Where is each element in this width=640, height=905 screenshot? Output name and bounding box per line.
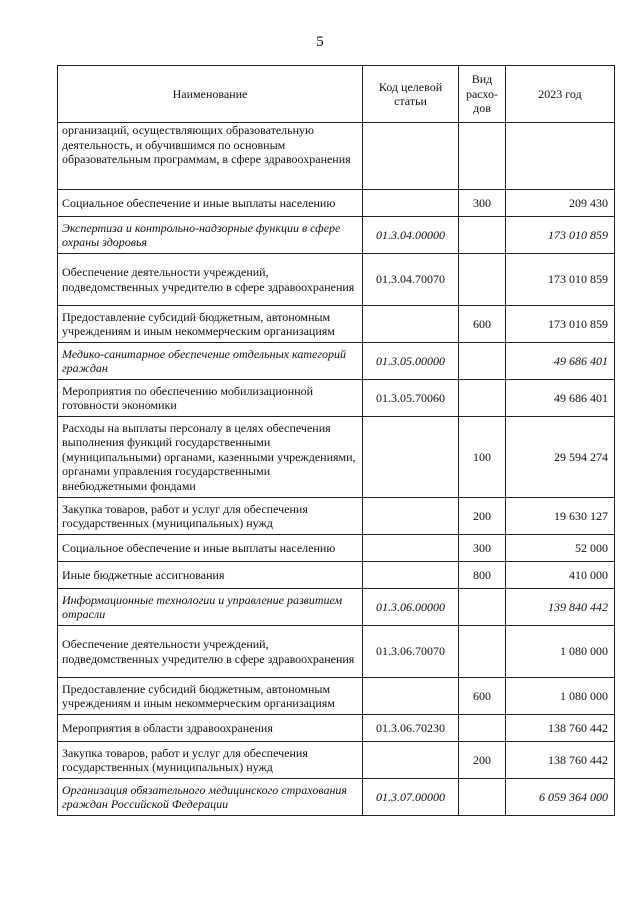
row-type	[459, 779, 506, 816]
row-name: Социальное обеспечение и иные выплаты населению	[58, 190, 363, 217]
row-amount: 52 000	[506, 535, 615, 562]
row-code	[363, 498, 459, 535]
row-name: Социальное обеспечение и иные выплаты населению	[58, 535, 363, 562]
row-code	[363, 417, 459, 498]
row-name: Расходы на выплаты персоналу в целях обеспечения выполнения функций государственными (муниципальными) органами, казенными учреждениями, органами управления государственными внебюджетными фондами	[58, 417, 363, 498]
row-type: 100	[459, 417, 506, 498]
table-row	[58, 190, 615, 217]
table-row	[58, 535, 615, 562]
row-type	[459, 589, 506, 626]
row-type	[459, 626, 506, 678]
row-amount	[506, 123, 615, 190]
row-name: Экспертиза и контрольно-надзорные функции в сфере охраны здоровья	[58, 217, 363, 254]
row-code: 01.3.05.00000	[363, 343, 459, 380]
row-code	[363, 535, 459, 562]
page-number: 5	[316, 34, 324, 50]
row-type: 800	[459, 562, 506, 589]
row-amount: 19 630 127	[506, 498, 615, 535]
row-type	[459, 217, 506, 254]
header-name: Наименование	[58, 66, 363, 123]
row-type	[459, 123, 506, 190]
row-code: 01.3.07.00000	[363, 779, 459, 816]
table-row	[58, 715, 615, 742]
header-type: Вид расхо-дов	[459, 66, 506, 123]
table-row	[58, 343, 615, 380]
row-code: 01.3.06.70230	[363, 715, 459, 742]
row-type: 600	[459, 306, 506, 343]
row-amount: 1 080 000	[506, 678, 615, 715]
row-name: Мероприятия по обеспечению мобилизационной готовности экономики	[58, 380, 363, 417]
row-name: Обеспечение деятельности учреждений, подведомственных учредителю в сфере здравоохранения	[58, 626, 363, 678]
table-row	[58, 742, 615, 779]
row-name: Организация обязательного медицинского страхования граждан Российской Федерации	[58, 779, 363, 816]
row-amount: 1 080 000	[506, 626, 615, 678]
row-name: Закупка товаров, работ и услуг для обеспечения государственных (муниципальных) нужд	[58, 498, 363, 535]
row-type	[459, 715, 506, 742]
table-row	[58, 562, 615, 589]
row-amount: 209 430	[506, 190, 615, 217]
row-type: 300	[459, 535, 506, 562]
header-amount: 2023 год	[506, 66, 615, 123]
row-amount: 410 000	[506, 562, 615, 589]
row-code: 01.3.04.00000	[363, 217, 459, 254]
row-amount: 173 010 859	[506, 306, 615, 343]
table-row	[58, 217, 615, 254]
table-row	[58, 306, 615, 343]
table-row	[58, 779, 615, 816]
row-code	[363, 562, 459, 589]
row-amount: 29 594 274	[506, 417, 615, 498]
row-code	[363, 190, 459, 217]
row-name: Мероприятия в области здравоохранения	[58, 715, 363, 742]
row-code: 01.3.05.70060	[363, 380, 459, 417]
page-bottom-margin	[57, 832, 614, 892]
row-code: 01.3.06.00000	[363, 589, 459, 626]
row-name: организаций, осуществляющих образовательную деятельность, и обучившимся по основным образовательным программам, в сфере здравоохранения	[58, 123, 363, 190]
table-row	[58, 678, 615, 715]
row-name: Обеспечение деятельности учреждений, подведомственных учредителю в сфере здравоохранения	[58, 254, 363, 306]
row-code	[363, 742, 459, 779]
row-amount: 49 686 401	[506, 380, 615, 417]
header-code: Код целевой статьи	[363, 66, 459, 123]
row-code	[363, 678, 459, 715]
header-row	[58, 66, 615, 123]
row-type: 200	[459, 742, 506, 779]
row-name: Медико-санитарное обеспечение отдельных категорий граждан	[58, 343, 363, 380]
row-name: Предоставление субсидий бюджетным, автономным учреждениям и иным некоммерческим организациям	[58, 678, 363, 715]
row-code	[363, 123, 459, 190]
table-row	[58, 589, 615, 626]
row-code: 01.3.04.70070	[363, 254, 459, 306]
table-row	[58, 123, 615, 190]
row-amount: 139 840 442	[506, 589, 615, 626]
row-type: 300	[459, 190, 506, 217]
row-type: 200	[459, 498, 506, 535]
row-type	[459, 380, 506, 417]
row-amount: 173 010 859	[506, 217, 615, 254]
row-amount: 138 760 442	[506, 742, 615, 779]
row-amount: 173 010 859	[506, 254, 615, 306]
table-row	[58, 498, 615, 535]
row-amount: 138 760 442	[506, 715, 615, 742]
row-type: 600	[459, 678, 506, 715]
row-name: Информационные технологии и управление развитием отрасли	[58, 589, 363, 626]
row-type	[459, 254, 506, 306]
table-row	[58, 417, 615, 498]
row-amount: 49 686 401	[506, 343, 615, 380]
row-name: Иные бюджетные ассигнования	[58, 562, 363, 589]
row-code: 01.3.06.70070	[363, 626, 459, 678]
table-row	[58, 380, 615, 417]
budget-table	[57, 65, 615, 816]
row-code	[363, 306, 459, 343]
row-type	[459, 343, 506, 380]
table-row	[58, 626, 615, 678]
row-amount: 6 059 364 000	[506, 779, 615, 816]
row-name: Предоставление субсидий бюджетным, автономным учреждениям и иным некоммерческим организациям	[58, 306, 363, 343]
row-name: Закупка товаров, работ и услуг для обеспечения государственных (муниципальных) нужд	[58, 742, 363, 779]
table-row	[58, 254, 615, 306]
